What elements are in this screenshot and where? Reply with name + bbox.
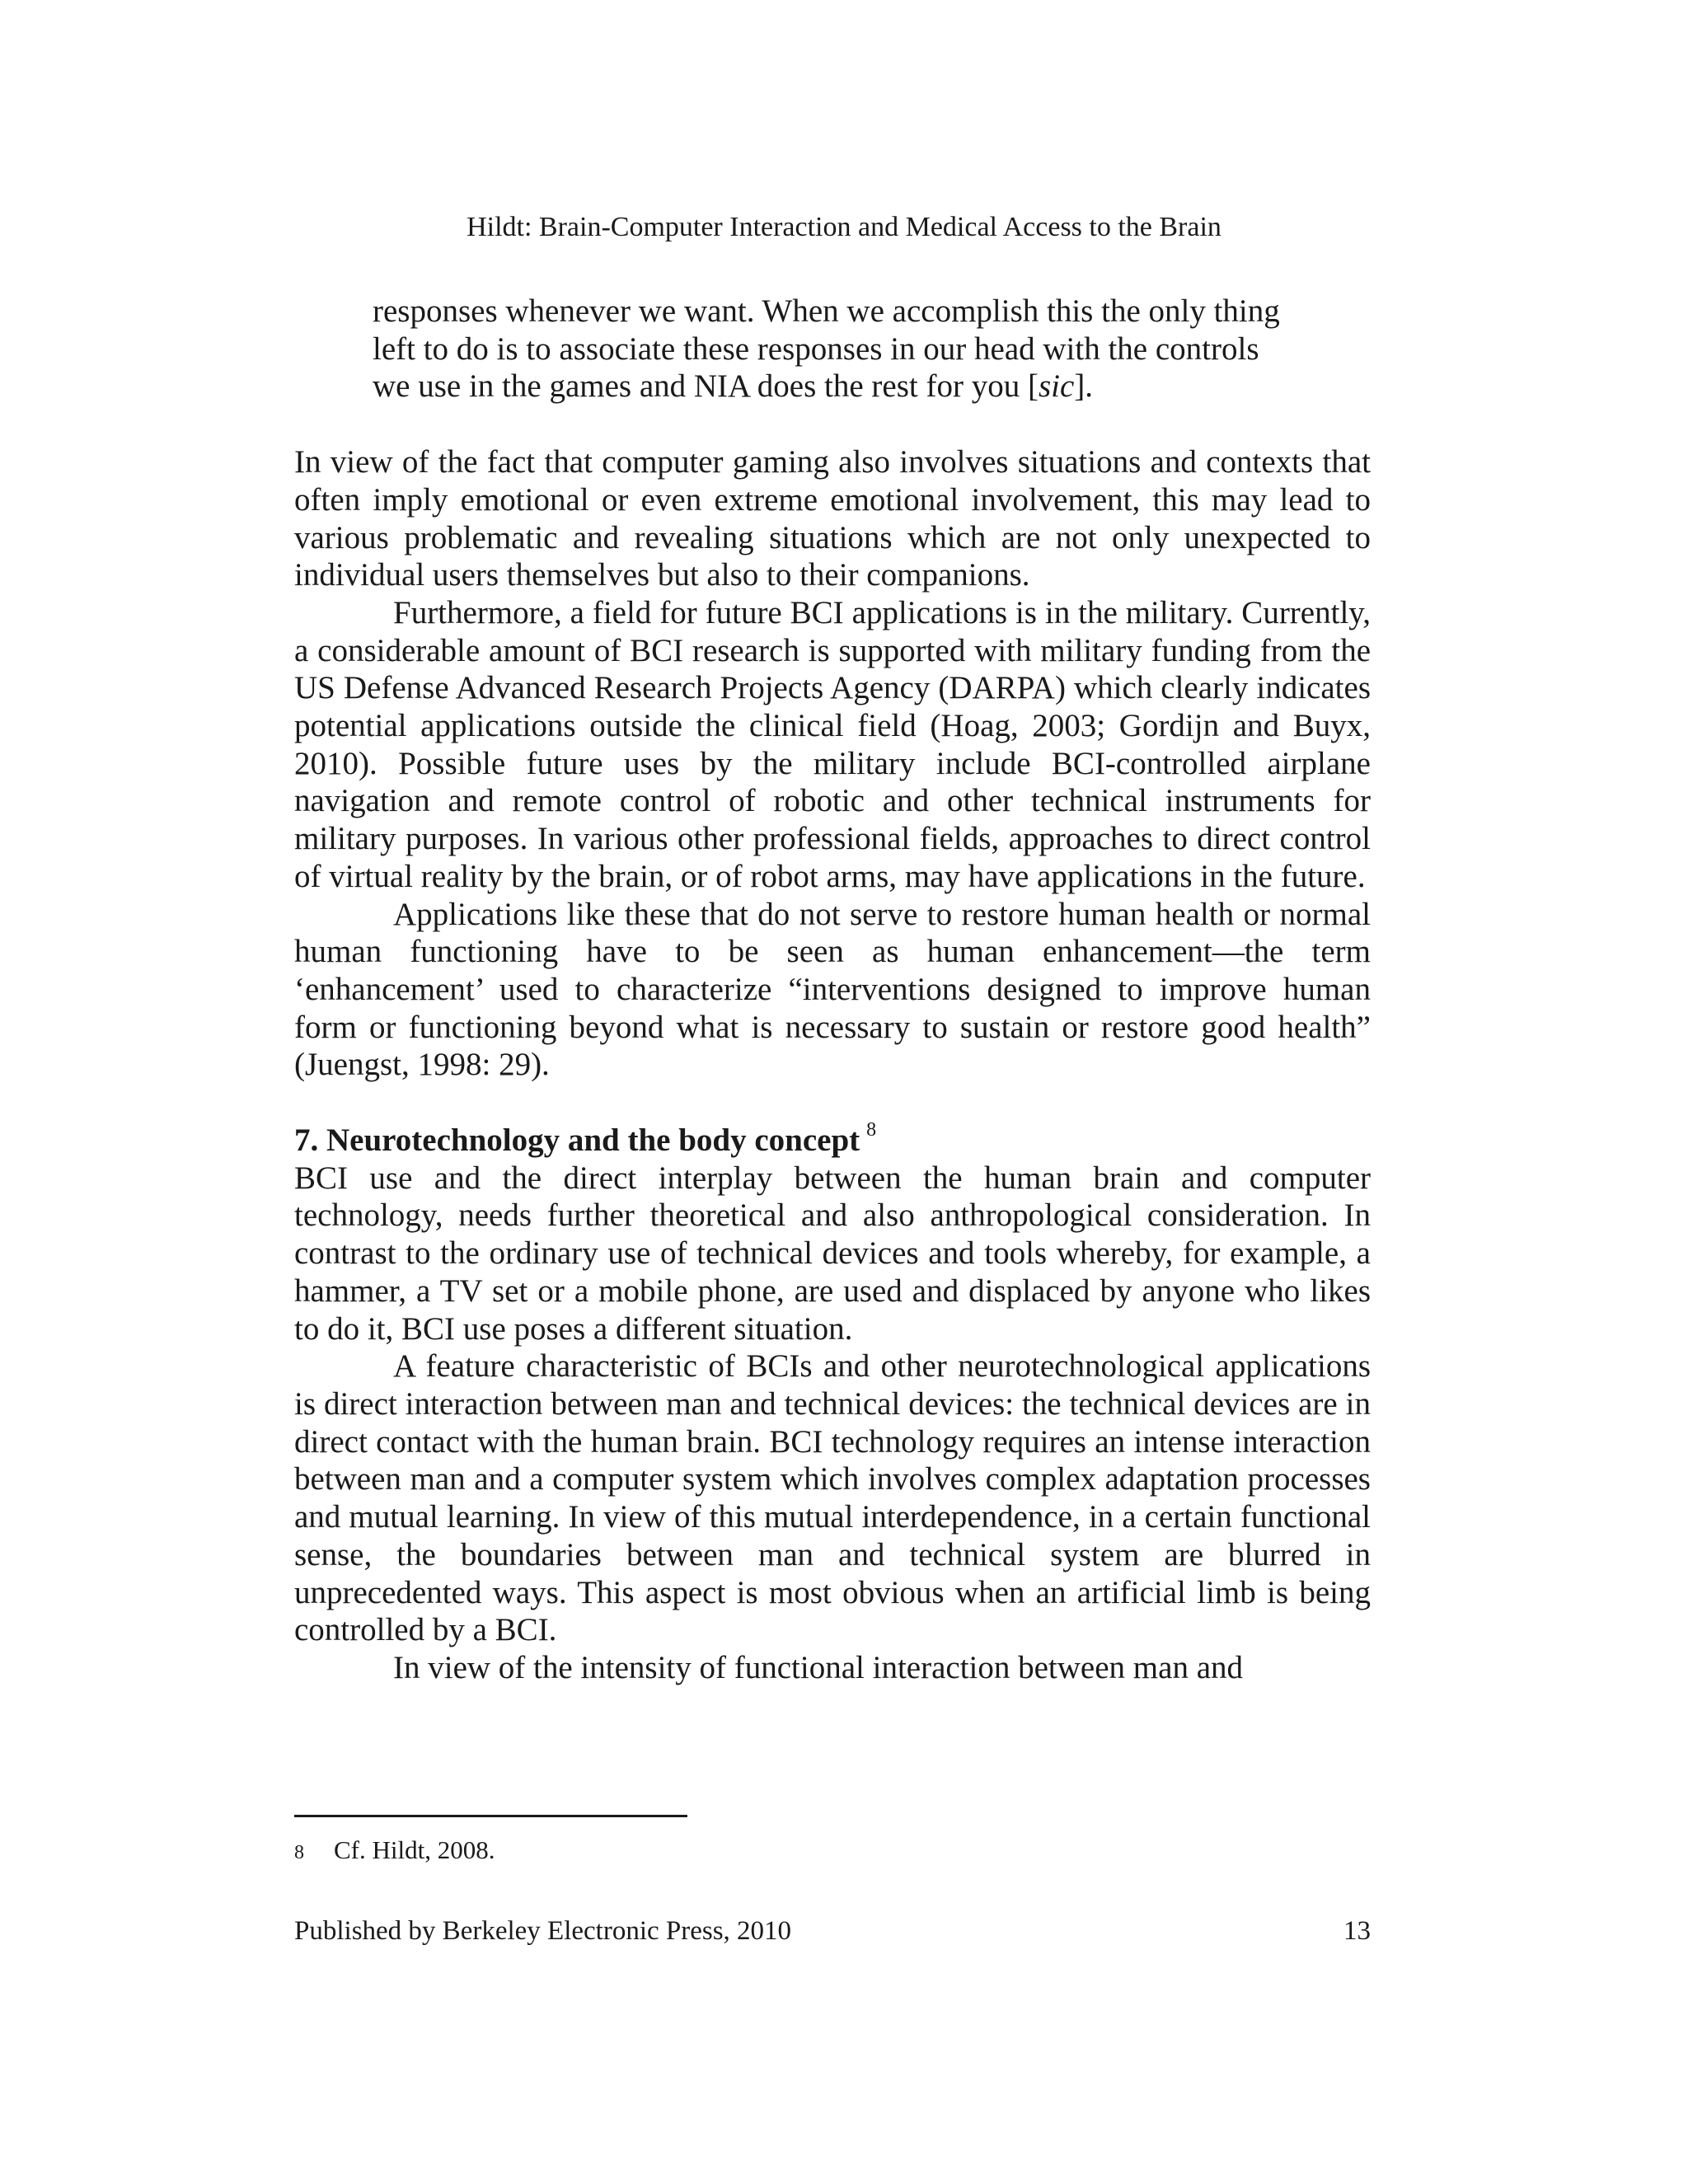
- quote-line-end: ].: [1074, 368, 1094, 405]
- page-body: [294, 293, 1371, 1687]
- section-title: 7. Neurotechnology and the body concept: [294, 1122, 860, 1159]
- footnote-reference[interactable]: 8: [866, 1119, 877, 1141]
- block-quote: [373, 293, 1296, 405]
- paragraph-military: Furthermore, a field for future BCI applications is in the military. Currently, a considerable amount of BCI research is supported with military funding from the US Defense Advanced Research Projects Agency (DARPA) which clearly indicates potential applications outside the clinical field (Hoag, 2003; Gordijn and Buyx, 2010). Possible future uses by the military include BCI-controlled airplane navigation and remote control of robotic and other technical instruments for military purposes. In various other professional fields, approaches to direct control of virtual reality by the brain, or of robot arms, may have applications in the future.: [294, 594, 1371, 894]
- page-footer: [294, 1913, 1371, 1949]
- footnote-divider: [294, 1815, 687, 1817]
- paragraph-feature: A feature characteristic of BCIs and other neurotechnological applications is direct interaction between man and technical devices: the technical devices are in direct contact with the human brain. BCI technology requires an intense interaction between man and a computer system which involves complex adaptation processes and mutual learning. In view of this mutual interdependence, in a certain functional sense, the boundaries between man and technical system are blurred in unprecedented ways. This aspect is most obvious when an artificial limb is being controlled by a BCI.: [294, 1348, 1371, 1648]
- quote-line: responses whenever we want. When we accomplish this the only thing: [373, 293, 1280, 329]
- quote-line: left to do is to associate these responses in our head with the controls: [373, 330, 1259, 367]
- running-head: Hildt: Brain-Computer Interaction and Medical Access to the Brain: [467, 212, 1221, 242]
- quote-line-text: we use in the games and NIA does the rest for you [: [373, 368, 1039, 405]
- quote-line: [373, 368, 1296, 405]
- sic-italic: sic: [1038, 368, 1075, 405]
- footnote: [294, 1834, 495, 1869]
- page-number: 13: [1343, 1916, 1371, 1946]
- paragraph-enhancement: Applications like these that do not serve to restore human health or normal human functioning have to be seen as human enhancement—the term ‘enhancement’ used to characterize “interventions designed to improve human form or functioning beyond what is necessary to sustain or restore good health” (Juengst, 1998: 29).: [294, 896, 1371, 1083]
- section-heading: [294, 1119, 1371, 1160]
- paragraph-gaming: In view of the fact that computer gaming also involves situations and contexts that often imply emotional or even extreme emotional involvement, this may lead to various problematic and revealing situations which are not only unexpected to individual users themselves but also to their companions.: [294, 444, 1371, 593]
- footnote-text: Cf. Hildt, 2008.: [334, 1835, 495, 1864]
- footnote-number: 8: [294, 1842, 304, 1863]
- publisher-line: Published by Berkeley Electronic Press, 2010: [294, 1916, 792, 1946]
- paragraph-intensity: In view of the intensity of functional interaction between man and: [393, 1649, 1244, 1685]
- paragraph-bci-use: BCI use and the direct interplay between the human brain and computer technology, needs further theoretical and also anthropological consideration. In contrast to the ordinary use of technical devices and tools whereby, for example, a hammer, a TV set or a mobile phone, are used and displaced by anyone who likes to do it, BCI use poses a different situation.: [294, 1160, 1371, 1347]
